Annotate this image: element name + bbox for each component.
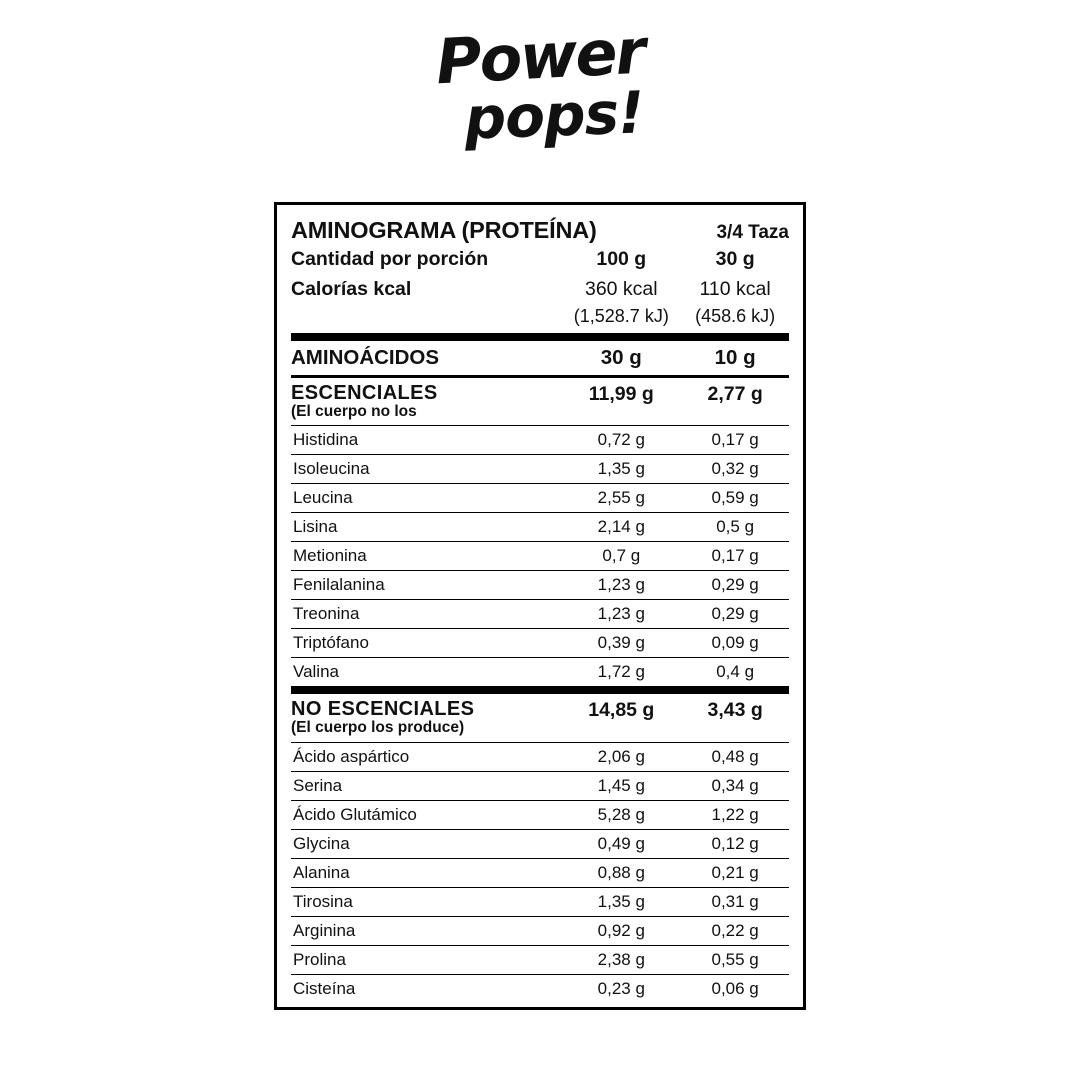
nutrient-name: Treonina	[293, 604, 360, 624]
nutrient-name: Leucina	[293, 488, 353, 508]
nutrient-value-100g: 0,92 g	[597, 920, 645, 940]
table-row	[291, 801, 789, 830]
nutrient-name: Isoleucina	[293, 459, 370, 479]
nutrient-name: Ácido aspártico	[293, 746, 410, 766]
kilojoules-label	[291, 306, 561, 337]
group-essential-title: ESCENCIALES	[291, 382, 438, 404]
nutrient-value-30g: 0,12 g	[711, 833, 759, 853]
table-row	[291, 571, 789, 600]
nutrient-value-100g: 1,23 g	[597, 575, 645, 595]
group-nonessential-total-100g: 14,85 g	[588, 699, 655, 722]
calories-row	[291, 278, 789, 306]
nutrient-value-30g: 0,5 g	[716, 517, 755, 537]
nutrient-name: Triptófano	[293, 633, 369, 653]
nutrient-value-100g: 0,88 g	[597, 862, 645, 882]
nutrient-value-100g: 1,72 g	[597, 662, 645, 682]
table-row	[291, 772, 789, 801]
kilojoules-value-100g: (1,528.7 kJ)	[573, 306, 669, 326]
amount-value-30g: 30 g	[715, 248, 755, 270]
table-row	[291, 484, 789, 513]
group-essential-total-30g: 2,77 g	[707, 383, 763, 405]
group-essential-labels	[291, 378, 561, 426]
nutrient-value-30g: 0,59 g	[711, 488, 759, 508]
nutrient-value-30g: 0,4 g	[716, 662, 755, 682]
table-row	[291, 426, 789, 455]
aminoacids-value-100g: 30 g	[600, 346, 642, 369]
group-nonessential-subtitle: (El cuerpo los produce)	[291, 719, 465, 737]
serving-size: 3/4 Taza	[716, 222, 789, 243]
table-row	[291, 600, 789, 629]
table-row	[291, 946, 789, 975]
group-nonessential-total-30g: 3,43 g	[707, 699, 763, 722]
nutrient-name: Glycina	[293, 833, 350, 853]
nutrient-name: Histidina	[293, 430, 359, 450]
brand-logo	[0, 14, 1080, 153]
nutrient-name: Cisteína	[293, 978, 356, 998]
brand-logo-line-2: pops!	[463, 78, 645, 153]
table-row	[291, 513, 789, 542]
table-row	[291, 542, 789, 571]
brand-logo-line-1: Power	[434, 14, 646, 99]
nutrient-name: Valina	[293, 662, 339, 682]
aminoacids-row	[291, 341, 789, 377]
nutrient-value-100g: 0,39 g	[597, 633, 645, 653]
nutrient-value-100g: 0,23 g	[597, 978, 645, 998]
table-row	[291, 743, 789, 772]
group-nonessential-labels	[291, 694, 561, 742]
nutrition-panel	[274, 202, 806, 1010]
aminoacids-label: AMINOÁCIDOS	[291, 346, 440, 369]
nutrient-value-100g: 0,72 g	[597, 430, 645, 450]
kilojoules-row	[291, 306, 789, 337]
nutrient-value-30g: 0,17 g	[711, 546, 759, 566]
calories-label: Calorías kcal	[291, 278, 412, 300]
nutrient-name: Prolina	[293, 949, 346, 969]
nutrient-value-30g: 0,48 g	[711, 746, 759, 766]
nutrient-value-30g: 0,06 g	[711, 978, 759, 998]
nutrient-value-100g: 1,45 g	[597, 775, 645, 795]
nutrient-value-100g: 2,55 g	[597, 488, 645, 508]
group-header-essential	[291, 378, 789, 426]
table-row	[291, 975, 789, 1003]
nutrient-value-100g: 2,14 g	[597, 517, 645, 537]
nutrient-name: Arginina	[293, 920, 356, 940]
calories-value-30g: 110 kcal	[699, 278, 771, 300]
nutrient-value-100g: 2,06 g	[597, 746, 645, 766]
nutrient-value-30g: 0,31 g	[711, 891, 759, 911]
nutrient-value-100g: 1,35 g	[597, 459, 645, 479]
nutrient-name: Fenilalanina	[293, 575, 385, 595]
nutrient-name: Serina	[293, 775, 343, 795]
table-row	[291, 917, 789, 946]
group-essential-subtitle: (El cuerpo no los	[291, 403, 417, 420]
nutrient-name: Metionina	[293, 546, 367, 566]
nutrient-value-100g: 1,23 g	[597, 604, 645, 624]
nutrient-value-30g: 0,09 g	[711, 633, 759, 653]
nutrient-value-30g: 0,17 g	[711, 430, 759, 450]
nutrient-name: Lisina	[293, 517, 338, 537]
panel-title-row	[291, 215, 789, 248]
nutrient-value-30g: 0,21 g	[711, 862, 759, 882]
nutrient-value-30g: 0,34 g	[711, 775, 759, 795]
amount-value-100g: 100 g	[596, 248, 647, 270]
nutrient-value-30g: 0,29 g	[711, 604, 759, 624]
nutrient-value-30g: 0,22 g	[711, 920, 759, 940]
amount-label: Cantidad por porción	[291, 248, 489, 270]
aminogram-table	[291, 215, 789, 1007]
table-row	[291, 658, 789, 690]
table-row	[291, 629, 789, 658]
group-nonessential-title: NO ESCENCIALES	[291, 698, 475, 721]
amount-row	[291, 248, 789, 278]
nutrient-value-30g: 0,32 g	[711, 459, 759, 479]
nutrient-value-100g: 5,28 g	[597, 804, 645, 824]
table-row	[291, 888, 789, 917]
nutrient-value-100g: 0,7 g	[602, 546, 641, 566]
nutrient-value-100g: 0,49 g	[597, 833, 645, 853]
nutrient-value-100g: 2,38 g	[597, 949, 645, 969]
nutrient-name: Tirosina	[293, 891, 353, 911]
aminoacids-value-30g: 10 g	[714, 346, 756, 369]
group-essential-total-100g: 11,99 g	[588, 383, 654, 405]
nutrient-value-30g: 0,29 g	[711, 575, 759, 595]
calories-value-100g: 360 kcal	[584, 278, 658, 300]
nutrient-value-30g: 0,55 g	[711, 949, 759, 969]
table-row	[291, 830, 789, 859]
nutrient-name: Alanina	[293, 862, 350, 882]
table-row	[291, 455, 789, 484]
group-header-nonessential	[291, 694, 789, 742]
table-row	[291, 859, 789, 888]
panel-title: AMINOGRAMA (PROTEÍNA)	[291, 217, 597, 243]
nutrient-name: Ácido Glutámico	[293, 804, 417, 824]
nutrient-value-100g: 1,35 g	[597, 891, 645, 911]
nutrient-value-30g: 1,22 g	[711, 804, 759, 824]
kilojoules-value-30g: (458.6 kJ)	[695, 306, 776, 326]
